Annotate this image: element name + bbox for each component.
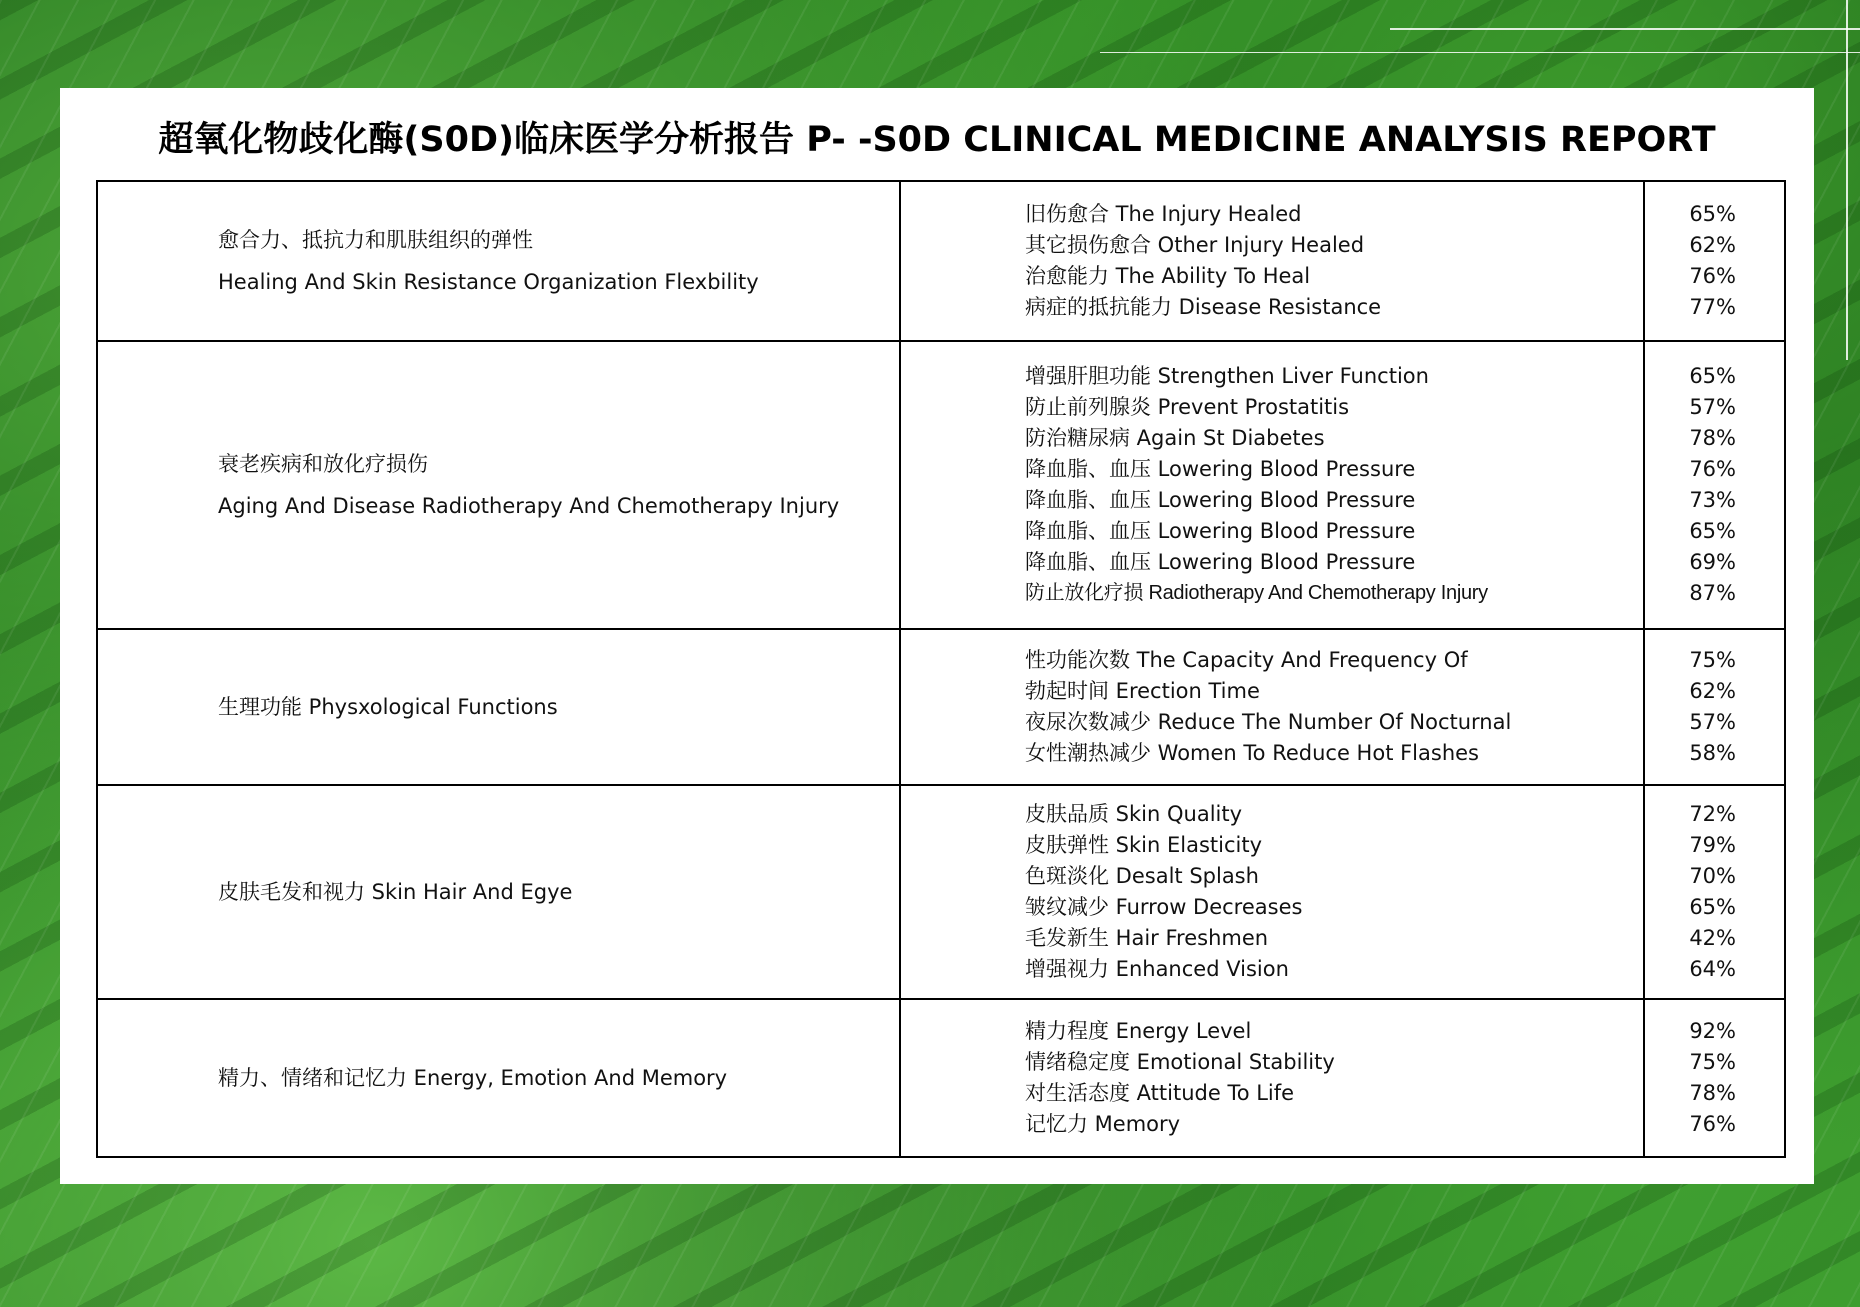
category-cn: 生理功能 Physxological Functions — [218, 695, 558, 719]
percent-value: 78% — [1689, 426, 1736, 450]
list-item: 情绪稳定度 Emotional Stability — [1025, 1050, 1335, 1074]
list-item: 其它损伤愈合 Other Injury Healed — [1025, 233, 1365, 257]
percent-value: 75% — [1689, 1050, 1736, 1074]
percent-value: 65% — [1689, 364, 1736, 388]
list-item: 防止放化疗损 Radiotherapy And Chemotherapy Injury — [1025, 582, 1488, 604]
values-cell — [1644, 341, 1785, 629]
percent-value: 65% — [1689, 202, 1736, 226]
percent-value: 79% — [1689, 833, 1736, 857]
percent-value: 92% — [1689, 1019, 1736, 1043]
values-cell — [1644, 181, 1785, 341]
category-cell — [97, 181, 900, 341]
percent-value: 76% — [1689, 264, 1736, 288]
percent-value: 62% — [1689, 233, 1736, 257]
percent-value: 58% — [1689, 741, 1736, 765]
list-item: 性功能次数 The Capacity And Frequency Of — [1025, 648, 1468, 672]
list-item: 降血脂、血压 Lowering Blood Pressure — [1025, 488, 1416, 512]
table-row — [97, 341, 1785, 629]
category-en: Healing And Skin Resistance Organization Flexbility — [218, 270, 759, 294]
percent-value: 62% — [1689, 679, 1736, 703]
decorative-line — [1100, 52, 1860, 53]
list-item: 旧伤愈合 The Injury Healed — [1025, 202, 1302, 226]
table-row — [97, 999, 1785, 1157]
percent-value: 57% — [1689, 710, 1736, 734]
percent-value: 65% — [1689, 519, 1736, 543]
items-cell — [900, 629, 1644, 785]
percent-value: 42% — [1689, 926, 1736, 950]
list-item: 皮肤品质 Skin Quality — [1025, 802, 1243, 826]
list-item: 皱纹减少 Furrow Decreases — [1025, 895, 1303, 919]
items-cell — [900, 785, 1644, 999]
percent-value: 70% — [1689, 864, 1736, 888]
values-cell — [1644, 629, 1785, 785]
items-cell — [900, 181, 1644, 341]
list-item: 毛发新生 Hair Freshmen — [1025, 926, 1269, 950]
list-item: 防止前列腺炎 Prevent Prostatitis — [1025, 395, 1350, 419]
list-item: 降血脂、血压 Lowering Blood Pressure — [1025, 550, 1416, 574]
percent-value: 69% — [1689, 550, 1736, 574]
percent-value: 57% — [1689, 395, 1736, 419]
values-cell — [1644, 785, 1785, 999]
table-row — [97, 785, 1785, 999]
list-item: 增强视力 Enhanced Vision — [1025, 957, 1289, 981]
percent-value: 72% — [1689, 802, 1736, 826]
list-item: 对生活态度 Attitude To Life — [1025, 1081, 1295, 1105]
percent-value: 73% — [1689, 488, 1736, 512]
percent-value: 78% — [1689, 1081, 1736, 1105]
list-item: 精力程度 Energy Level — [1025, 1019, 1252, 1043]
percent-value: 75% — [1689, 648, 1736, 672]
values-cell — [1644, 999, 1785, 1157]
items-cell — [900, 999, 1644, 1157]
list-item: 皮肤弹性 Skin Elasticity — [1025, 833, 1263, 857]
report-panel — [60, 88, 1814, 1184]
list-item: 记忆力 Memory — [1025, 1112, 1181, 1136]
category-cn: 精力、情绪和记忆力 Energy, Emotion And Memory — [218, 1066, 728, 1090]
list-item: 女性潮热减少 Women To Reduce Hot Flashes — [1025, 741, 1479, 765]
category-cn: 愈合力、抵抗力和肌肤组织的弹性 — [218, 228, 533, 252]
items-cell — [900, 341, 1644, 629]
percent-value: 87% — [1689, 581, 1736, 605]
category-cn: 皮肤毛发和视力 Skin Hair And Egye — [218, 880, 573, 904]
list-item: 色斑淡化 Desalt Splash — [1025, 864, 1259, 888]
list-item: 治愈能力 The Ability To Heal — [1025, 264, 1311, 288]
list-item: 病症的抵抗能力 Disease Resistance — [1025, 295, 1382, 319]
category-cn: 衰老疾病和放化疗损伤 — [218, 452, 428, 476]
list-item: 防治糖尿病 Again St Diabetes — [1025, 426, 1325, 450]
list-item: 勃起时间 Erection Time — [1025, 679, 1260, 703]
percent-value: 64% — [1689, 957, 1736, 981]
table-row — [97, 629, 1785, 785]
percent-value: 65% — [1689, 895, 1736, 919]
decorative-line — [1846, 0, 1848, 360]
percent-value: 76% — [1689, 457, 1736, 481]
list-item: 降血脂、血压 Lowering Blood Pressure — [1025, 519, 1416, 543]
category-cell — [97, 341, 900, 629]
list-item: 夜尿次数减少 Reduce The Number Of Nocturnal — [1025, 710, 1512, 734]
category-cell — [97, 629, 900, 785]
report-table — [96, 180, 1786, 1158]
category-en: Aging And Disease Radiotherapy And Chemotherapy Injury — [218, 494, 840, 518]
percent-value: 76% — [1689, 1112, 1736, 1136]
percent-value: 77% — [1689, 295, 1736, 319]
category-cell — [97, 999, 900, 1157]
list-item: 降血脂、血压 Lowering Blood Pressure — [1025, 457, 1416, 481]
category-cell — [97, 785, 900, 999]
decorative-line — [1390, 28, 1860, 30]
report-title: 超氧化物歧化酶(S0D)临床医学分析报告 P- -S0D CLINICAL MEDICINE ANALYSIS REPORT — [158, 120, 1716, 160]
table-row — [97, 181, 1785, 341]
list-item: 增强肝胆功能 Strengthen Liver Function — [1025, 364, 1429, 388]
